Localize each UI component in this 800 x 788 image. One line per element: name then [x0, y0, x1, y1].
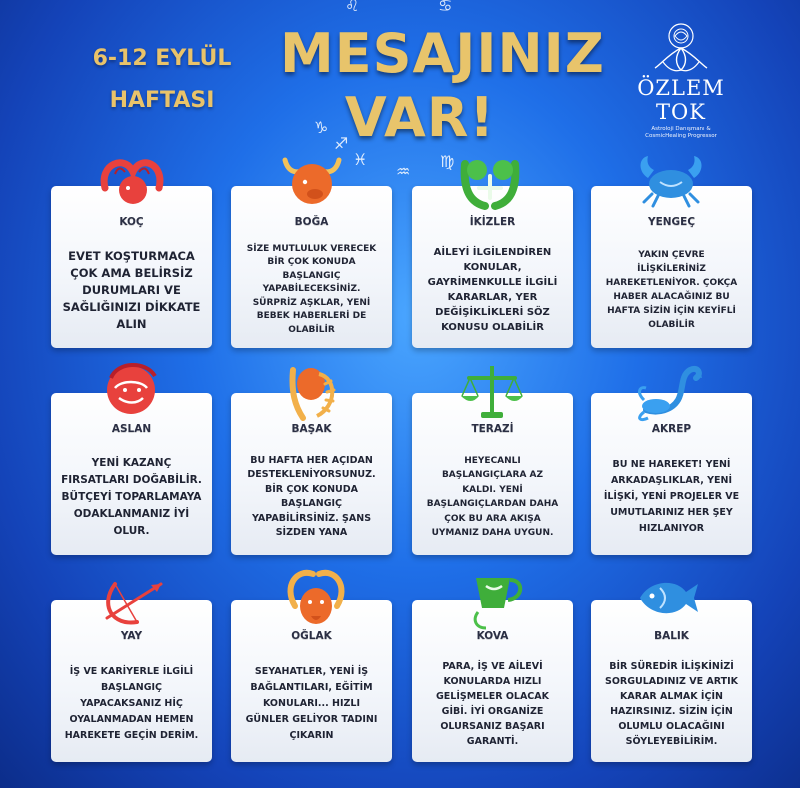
aries-icon	[97, 150, 167, 210]
sagittarius-glyph-icon: ♐	[334, 134, 349, 153]
sign-card-ikizler	[412, 186, 573, 348]
sign-message: BİR SÜREDİR İLİŞKİNİZİ SORGULADINIZ VE ARTIK KARAR ALMAK İÇİN HAZIRSINIZ. SİZİN İÇİN OLUMLU OLACAĞINI SÖYLEYEBİLİRİM.	[604, 661, 739, 747]
title-line-2: VAR!	[344, 86, 496, 149]
sign-card-koc	[51, 186, 212, 348]
sign-card-boga	[231, 186, 392, 348]
sign-name: KOÇ	[119, 216, 144, 228]
sign-message: SİZE MUTLULUK VERECEK BİR ÇOK KONUDA BAŞLANGIÇ YAPABİLECEKSİNİZ. SÜRPRİZ AŞKLAR, YENİ BEBEK HABERLERİ DE OLABİLİR	[246, 243, 377, 335]
sign-name: BAŞAK	[291, 423, 332, 435]
taurus-icon	[277, 146, 347, 206]
leo-icon	[97, 358, 167, 418]
sign-name: KOVA	[476, 630, 509, 642]
sign-message: BU NE HAREKET! YENİ ARKADAŞLIKLAR, YENİ İLİŞKİ, YENİ PROJELER VE UMUTLARINIZ HER ŞEY HIZLANIYOR	[603, 459, 740, 534]
title-line-1: MESAJINIZ	[280, 22, 605, 85]
aquarius-glyph-icon: ♒	[396, 162, 411, 181]
sign-name: BOĞA	[294, 216, 329, 228]
virgo-icon	[277, 362, 347, 422]
brand-name: ÖZLEM TOK	[637, 76, 725, 124]
page-title	[280, 22, 605, 150]
scorpio-icon	[636, 362, 706, 422]
cancer-icon	[636, 148, 706, 208]
lotus-logo-icon	[641, 18, 721, 74]
sign-message: SEYAHATLER, YENİ İŞ BAĞLANTILARI, EĞİTİM KONULARI... HIZLI GÜNLER GELİYOR TADINI ÇIKARIN	[245, 666, 378, 741]
sign-name: AKREP	[651, 423, 692, 435]
sign-name: BALIK	[654, 630, 689, 642]
sign-message: BU HAFTA HER AÇIDAN DESTEKLENİYORSUNUZ. BİR ÇOK KONUDA BAŞLANGIÇ YAPABİLİRSİNİZ. ŞANS SİZDEN YANA	[247, 454, 376, 538]
libra-icon	[457, 362, 527, 422]
sign-name: YAY	[120, 630, 143, 642]
pisces-icon	[636, 570, 706, 630]
sign-message: PARA, İŞ VE AİLEVİ KONULARDA HIZLI GELİŞMELER OLACAK GİBİ. İYİ ORGANİZE OLURSANIZ BAŞARI GARANTİ.	[436, 661, 549, 747]
brand-tagline	[626, 126, 736, 140]
cancer-glyph-icon: ♋	[438, 0, 453, 15]
sign-message: EVET KOŞTURMACA ÇOK AMA BELİRSİZ DURUMLARI VE SAĞLIĞINIZI DİKKATE ALIN	[62, 248, 201, 331]
sign-message: İŞ VE KARİYERLE İLGİLİ BAŞLANGIÇ YAPACAKSANIZ HİÇ OYALANMADAN HEMEN HAREKETE GEÇİN DERİM.	[64, 666, 199, 741]
sign-message: HEYECANLI BAŞLANGIÇLARA AZ KALDI. YENİ BAŞLANGIÇLARDAN DAHA ÇOK BU ARA AKIŞA UYMANIZ DAHA UYGUN.	[426, 455, 559, 538]
sign-card-yengec	[591, 186, 752, 348]
sign-message: YENİ KAZANÇ FIRSATLARI DOĞABİLİR. BÜTÇEYİ TOPARLAMAYA ODAKLANMANIZ İYİ OLUR.	[61, 456, 202, 537]
capricorn-glyph-icon: ♑	[314, 118, 329, 137]
brand-tagline-2: CosmicHealing Progressor	[645, 133, 717, 139]
sign-name: TERAZİ	[471, 423, 514, 435]
capricorn-icon	[281, 566, 351, 626]
sign-message: YAKIN ÇEVRE İLİŞKİLERİNİZ HAREKETLENİYOR. ÇOKÇA HABER ALACAĞINIZ BU HAFTA SİZİN İÇİN KEYİFLİ OLABİLİR	[605, 250, 738, 330]
pisces-glyph-icon: ♓	[353, 150, 368, 169]
brand-logo	[626, 18, 736, 140]
brand-tagline-1: Astroloji Danışmanı &	[651, 126, 711, 132]
sign-name: İKİZLER	[469, 216, 516, 228]
virgo-glyph-icon: ♍	[440, 152, 455, 171]
aquarius-icon	[462, 570, 532, 630]
leo-glyph-icon: ♌	[345, 0, 360, 15]
sign-name: ASLAN	[111, 423, 152, 435]
gemini-icon	[455, 148, 525, 208]
week-label	[62, 38, 262, 122]
week-suffix: HAFTASI	[109, 88, 215, 113]
sign-name: OĞLAK	[291, 630, 332, 642]
week-dates: 6-12 EYLÜL	[92, 46, 232, 71]
sign-name: YENGEÇ	[647, 216, 696, 228]
sagittarius-icon	[99, 572, 169, 632]
sign-message: AİLEYİ İLGİLENDİREN KONULAR, GAYRİMENKULLE İLGİLİ KARARLAR, YER DEĞİŞİKLİKLERİ SÖZ KONUSU OLABİLİR	[427, 247, 558, 333]
